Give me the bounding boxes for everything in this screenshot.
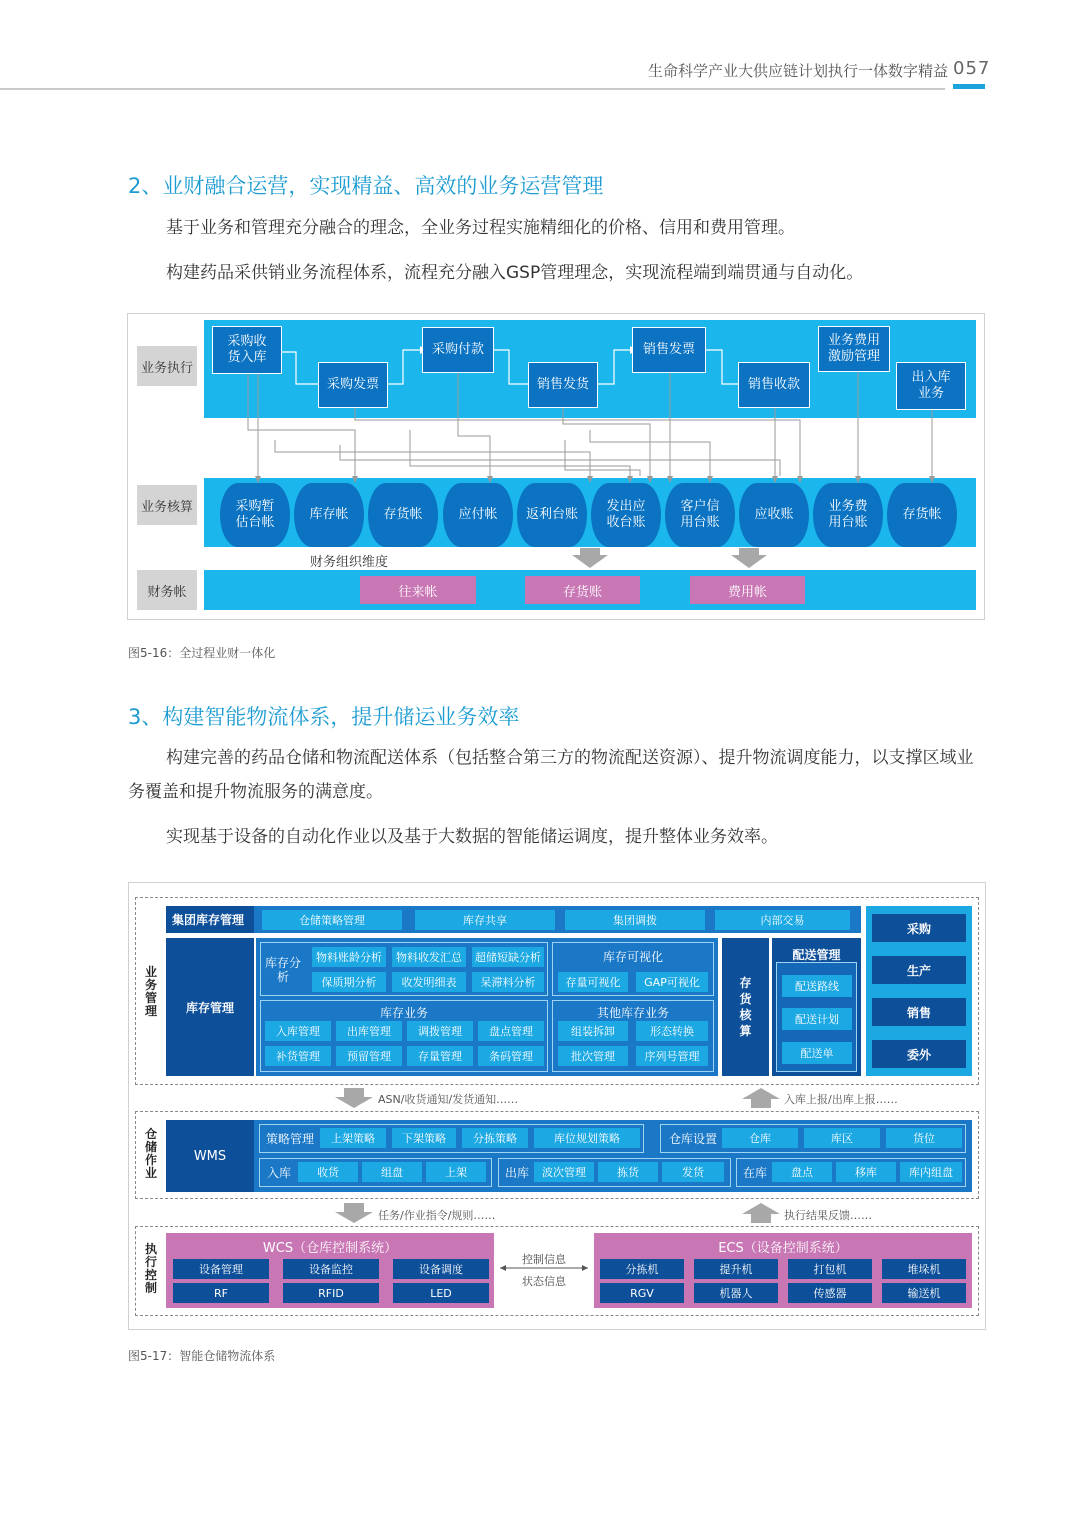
wms-box: WMS (166, 1120, 254, 1192)
ecs-packer: 打包机 (788, 1259, 872, 1279)
wcs-rf: RF (173, 1283, 269, 1303)
exec-in-out-stock: 出入库 业务 (896, 362, 966, 410)
delivery-plan: 配送计划 (782, 1008, 852, 1030)
analysis-shelf-life: 保质期分析 (312, 972, 386, 992)
wh-setup-label: 仓库设置 (668, 1131, 717, 1146)
strategy-location: 库位规划策略 (534, 1128, 640, 1148)
inbound-label: 入库 (266, 1165, 291, 1180)
setup-warehouse: 仓库 (722, 1128, 798, 1148)
inventory-biz-label: 库存业务 (379, 1005, 428, 1020)
ledger-inventory: 库存帐 (294, 483, 364, 547)
instock-repalletize: 库内组盘 (900, 1162, 962, 1182)
strategy-label: 策略管理 (265, 1131, 314, 1146)
status-info-label: 状态信息 (522, 1275, 566, 1288)
row-label-exec: 业务执行 (137, 346, 197, 386)
section-2-paragraph-1: 基于业务和管理充分融合的理念，全业务过程实施精细化的价格、信用和费用管理。 (166, 218, 795, 238)
group-inventory-header: 集团库存管理 (166, 906, 254, 933)
inventory-mgmt-header: 库存管理 (166, 938, 254, 1076)
biz-outbound: 出库管理 (336, 1021, 402, 1041)
instock-label: 在库 (742, 1165, 767, 1180)
module-purchase: 采购 (872, 914, 966, 942)
ecs-rgv: RGV (600, 1283, 684, 1303)
biz-mgmt-label: 业务管理 (144, 965, 157, 1018)
delivery-mgmt-box: 配送管理 (772, 938, 861, 1076)
biz-stock-qty: 存量管理 (407, 1046, 473, 1066)
row-label-accounting: 业务核算 (137, 485, 197, 525)
analysis-age: 物料账龄分析 (312, 947, 386, 967)
exec-purchase-receipt: 采购收 货入库 (212, 326, 282, 374)
inventory-visual-label: 库存可视化 (602, 949, 663, 964)
ledger-rebate: 返利台账 (517, 483, 587, 547)
exec-expense-incentive: 业务费用 激励管理 (818, 326, 890, 372)
biz-inbound: 入库管理 (265, 1021, 331, 1041)
ledger-receivable: 应收账 (739, 483, 809, 547)
wcs-led: LED (393, 1283, 489, 1303)
delivery-route: 配送路线 (782, 975, 852, 997)
figure-1-caption: 图5-16：全过程业财一体化 (128, 646, 276, 660)
warehouse-ops-label: 仓储作业 (144, 1127, 157, 1180)
inbound-receive: 收货 (298, 1162, 358, 1182)
wcs-device-monitor: 设备监控 (283, 1259, 379, 1279)
analysis-over-short: 超储短缺分析 (472, 947, 544, 967)
setup-slot: 货位 (886, 1128, 962, 1148)
fin-expense-account: 费用帐 (690, 576, 805, 604)
fin-stock-account: 存货账 (525, 576, 640, 604)
setup-zone: 库区 (804, 1128, 880, 1148)
module-outsource: 委外 (872, 1040, 966, 1068)
upflow-note-1: 入库上报/出库上报…… (784, 1093, 898, 1106)
strategy-sorting: 分拣策略 (462, 1128, 528, 1148)
strategy-putaway: 上架策略 (320, 1128, 386, 1148)
other-assembly: 组装拆卸 (558, 1021, 628, 1041)
exec-sales-invoice: 销售发票 (632, 327, 706, 373)
section-3-paragraph-1: 构建完善的药品仓储和物流配送体系（包括整合第三方的物流配送资源）、提升物流调度能力，以支撑区域业务覆盖和提升物流服务的满意度。 (128, 748, 974, 802)
section-2-title: 2、业财融合运营，实现精益、高效的业务运营管理 (128, 174, 604, 198)
outbound-ship: 发货 (662, 1162, 724, 1182)
biz-count: 盘点管理 (478, 1021, 544, 1041)
outbound-label: 出库 (504, 1165, 529, 1180)
ledger-stock: 存货帐 (368, 483, 438, 547)
outbound-pick: 拣货 (598, 1162, 658, 1182)
group-item-share: 库存共享 (415, 910, 555, 930)
ledger-customer-credit: 客户信 用台账 (665, 483, 735, 547)
control-info-label: 控制信息 (522, 1253, 566, 1266)
ledger-purchase-estimate: 采购暂 估台帐 (220, 483, 290, 547)
ecs-sorter: 分拣机 (600, 1259, 684, 1279)
ledger-shipped-receivable: 发出应 收台账 (591, 483, 661, 547)
ecs-robot: 机器人 (694, 1283, 778, 1303)
wcs-device-mgmt: 设备管理 (173, 1259, 269, 1279)
row-label-finance: 财务帐 (137, 570, 197, 610)
other-biz-label: 其他库存业务 (596, 1005, 669, 1020)
inbound-putaway: 上架 (426, 1162, 486, 1182)
ecs-stacker: 堆垛机 (882, 1259, 966, 1279)
figure-2-caption: 图5-17：智能仓储物流体系 (128, 1349, 276, 1363)
exec-sales-shipment: 销售发货 (528, 362, 598, 408)
group-item-transfer: 集团调拨 (565, 910, 705, 930)
ecs-elevator: 提升机 (694, 1259, 778, 1279)
biz-replenish: 补货管理 (265, 1046, 331, 1066)
visual-gap: GAP可视化 (636, 972, 708, 992)
wcs-rfid: RFID (283, 1283, 379, 1303)
outbound-wave: 波次管理 (534, 1162, 594, 1182)
fin-current-account: 往来帐 (360, 576, 476, 604)
inventory-analysis-label: 库存分析 (264, 956, 301, 984)
inbound-palletize: 组盘 (362, 1162, 422, 1182)
group-item-internal-trade: 内部交易 (715, 910, 850, 930)
other-serial: 序列号管理 (636, 1046, 708, 1066)
strategy-pickdown: 下架策略 (392, 1128, 456, 1148)
instock-move: 移库 (836, 1162, 896, 1182)
exec-purchase-payment: 采购付款 (422, 327, 494, 373)
exec-purchase-invoice: 采购发票 (318, 362, 388, 408)
ecs-sensor: 传感器 (788, 1283, 872, 1303)
section-3-paragraph-2: 实现基于设备的自动化作业以及基于大数据的智能储运调度，提升整体业务效率。 (166, 827, 778, 847)
downflow-note-2: 任务/作业指令/规则…… (378, 1209, 496, 1222)
section-2-paragraph-2: 构建药品采供销业务流程体系，流程充分融入GSP管理理念，实现流程端到端贯通与自动化。 (166, 263, 864, 283)
page-number: 057 (953, 58, 991, 79)
module-production: 生产 (872, 956, 966, 984)
ecs-conveyor: 输送机 (882, 1283, 966, 1303)
analysis-idle: 呆滞料分析 (472, 972, 544, 992)
analysis-detail: 收发明细表 (392, 972, 466, 992)
running-header-title: 生命科学产业大供应链计划执行一体数字精益 (647, 62, 948, 80)
wcs-title: WCS（仓库控制系统） (262, 1240, 398, 1256)
downflow-note-1: ASN/收货通知/发货通知…… (378, 1093, 519, 1106)
stock-accounting-label: 存货核算 (739, 976, 752, 1038)
module-sales: 销售 (872, 998, 966, 1026)
biz-barcode: 条码管理 (478, 1046, 544, 1066)
section-3-title: 3、构建智能物流体系，提升储运业务效率 (128, 705, 520, 729)
upflow-note-2: 执行结果反馈…… (784, 1209, 872, 1222)
biz-reserve: 预留管理 (336, 1046, 402, 1066)
analysis-summary: 物料收发汇总 (392, 947, 466, 967)
ledger-expense: 业务费 用台账 (813, 483, 883, 547)
other-transform: 形态转换 (636, 1021, 708, 1041)
delivery-order: 配送单 (782, 1042, 852, 1064)
ledger-payable: 应付帐 (443, 483, 513, 547)
ledger-stock-2: 存货帐 (887, 483, 957, 547)
exec-control-label: 执行控制 (144, 1242, 157, 1295)
visual-stock: 存量可视化 (558, 972, 628, 992)
exec-sales-collection: 销售收款 (738, 362, 810, 408)
group-item-strategy: 仓储策略管理 (262, 910, 402, 930)
instock-count: 盘点 (772, 1162, 832, 1182)
wcs-device-dispatch: 设备调度 (393, 1259, 489, 1279)
biz-transfer: 调拨管理 (407, 1021, 473, 1041)
other-batch: 批次管理 (558, 1046, 628, 1066)
finance-dimension-label: 财务组织维度 (310, 555, 389, 570)
ecs-title: ECS（设备控制系统） (718, 1240, 848, 1256)
